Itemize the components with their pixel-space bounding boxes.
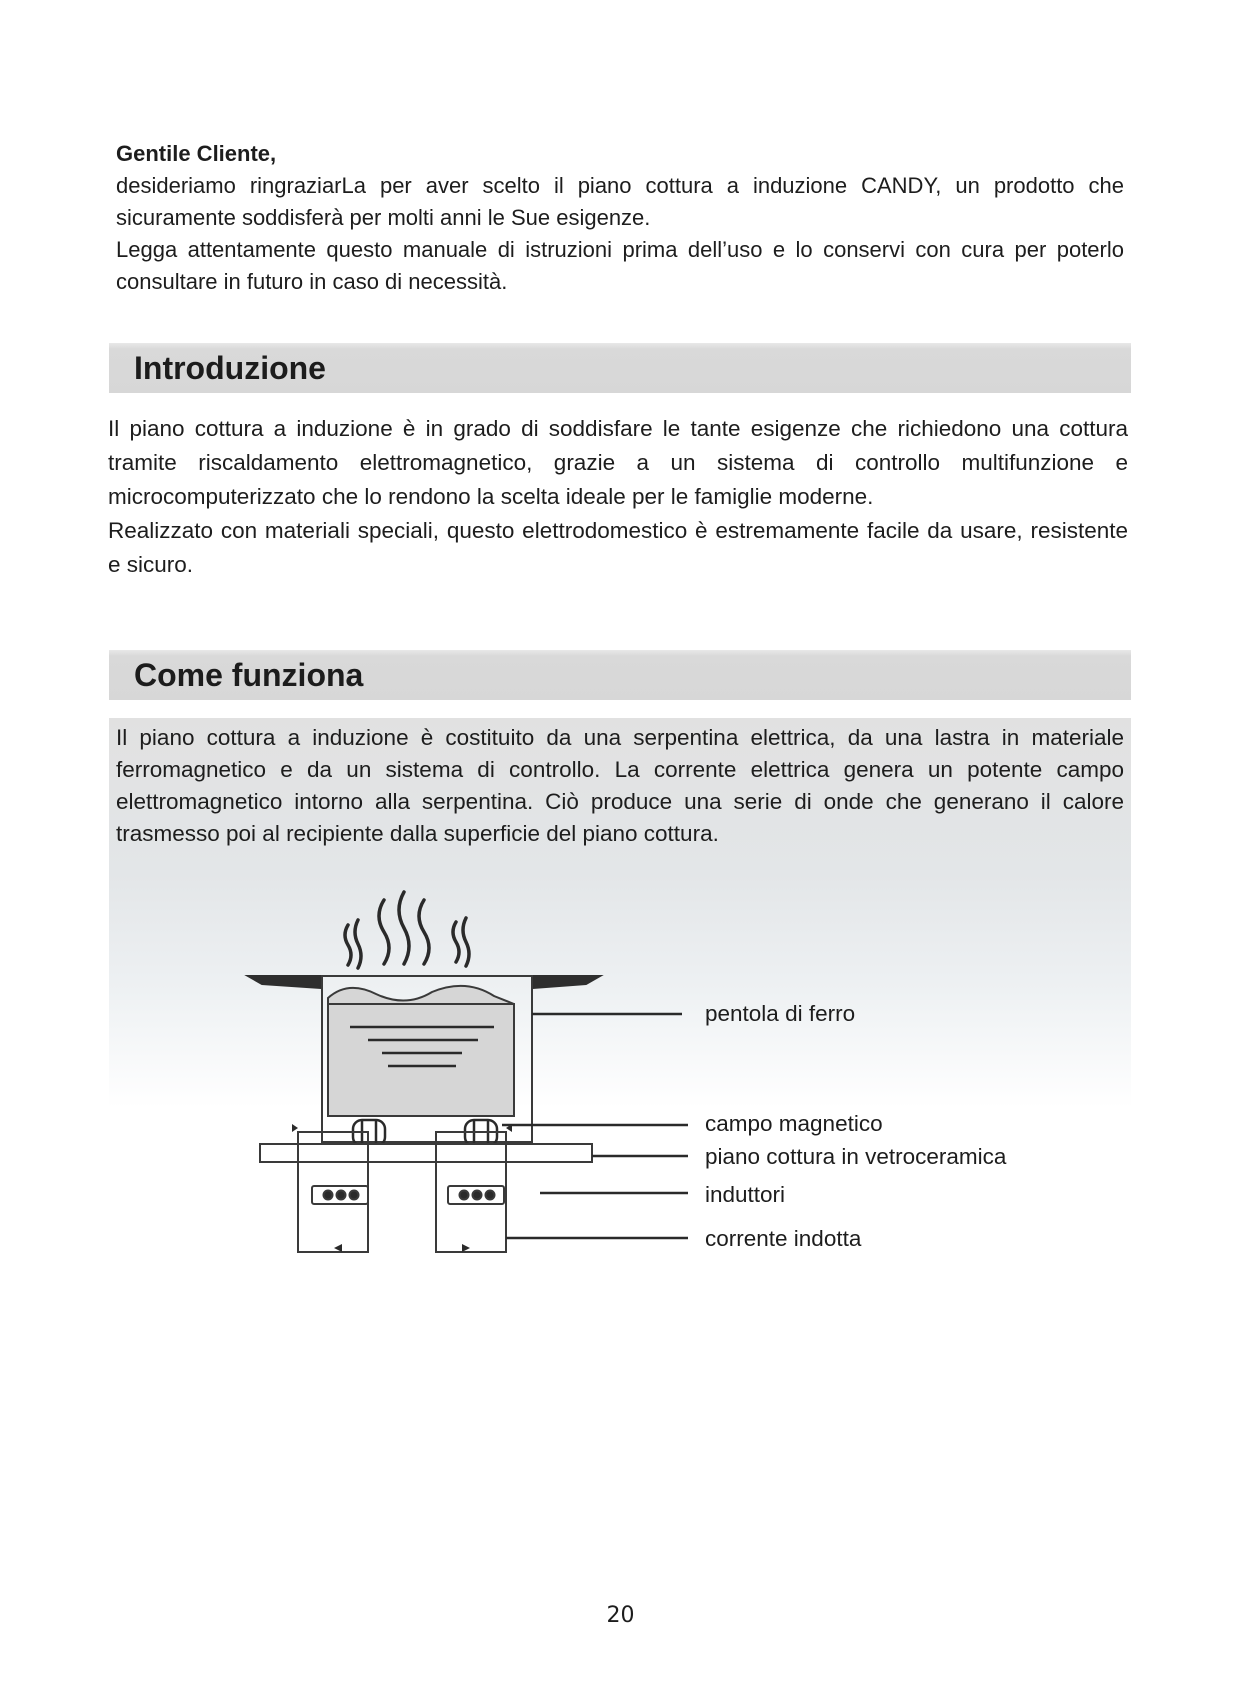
label-corrente-indotta: corrente indotta xyxy=(705,1226,862,1251)
heat-waves-icon xyxy=(345,892,469,968)
induction-diagram-drawing xyxy=(240,880,1080,1270)
inductor-left-lights xyxy=(312,1186,368,1204)
pot-handle-left xyxy=(248,976,322,988)
greeting-paragraph-2: Legga attentamente questo manuale di istruzioni prima dell’uso e lo conservi con cura per poterlo consultare in futuro in caso di necessità. xyxy=(116,237,1124,294)
inductor-right-lights xyxy=(448,1186,504,1204)
come-funziona-paragraph: Il piano cottura a induzione è costituito da una serpentina elettrica, da una lastra in materiale ferromagnetico e da un sistema di controllo. La corrente elettrica genera un potente campo elettromagnetico intorno alla serpentina. Ciò produce una serie di onde che generano il calore trasmesso poi al recipiente dalla superficie del piano cottura. xyxy=(116,725,1124,846)
section-heading-introduzione: Introduzione xyxy=(109,343,1131,393)
label-induttori: induttori xyxy=(705,1182,786,1207)
label-vetroceramica: piano cottura in vetroceramica xyxy=(705,1144,1007,1169)
pot-handle-right xyxy=(532,976,600,988)
introduzione-paragraph-1: Il piano cottura a induzione è in grado di soddisfare le tante esigenze che richiedono una cottura tramite riscaldamento elettromagnetico, grazie a un sistema di controllo multifunzione e microcomputerizzato che lo rendono la scelta ideale per le famiglie moderne. xyxy=(108,416,1128,509)
introduzione-paragraph-2: Realizzato con materiali speciali, questo elettrodomestico è estremamente facile da usare, resistente e sicuro. xyxy=(108,518,1128,577)
greeting-title: Gentile Cliente, xyxy=(116,141,277,166)
section-heading-come-funziona: Come funziona xyxy=(109,650,1131,700)
greeting-paragraph-1: desideriamo ringraziarLa per aver scelto il piano cottura a induzione CANDY, un prodotto che sicuramente soddisferà per molti anni le Sue esigenze. xyxy=(116,173,1124,230)
come-funziona-body xyxy=(116,722,1124,850)
greeting-block xyxy=(116,138,1124,298)
label-pentola: pentola di ferro xyxy=(705,1001,856,1026)
glass-hob-plate xyxy=(260,1144,592,1162)
page-number: 20 xyxy=(606,1603,635,1628)
induction-diagram xyxy=(240,880,1080,1270)
introduzione-body xyxy=(108,412,1128,582)
label-campo-magnetico: campo magnetico xyxy=(705,1111,883,1136)
